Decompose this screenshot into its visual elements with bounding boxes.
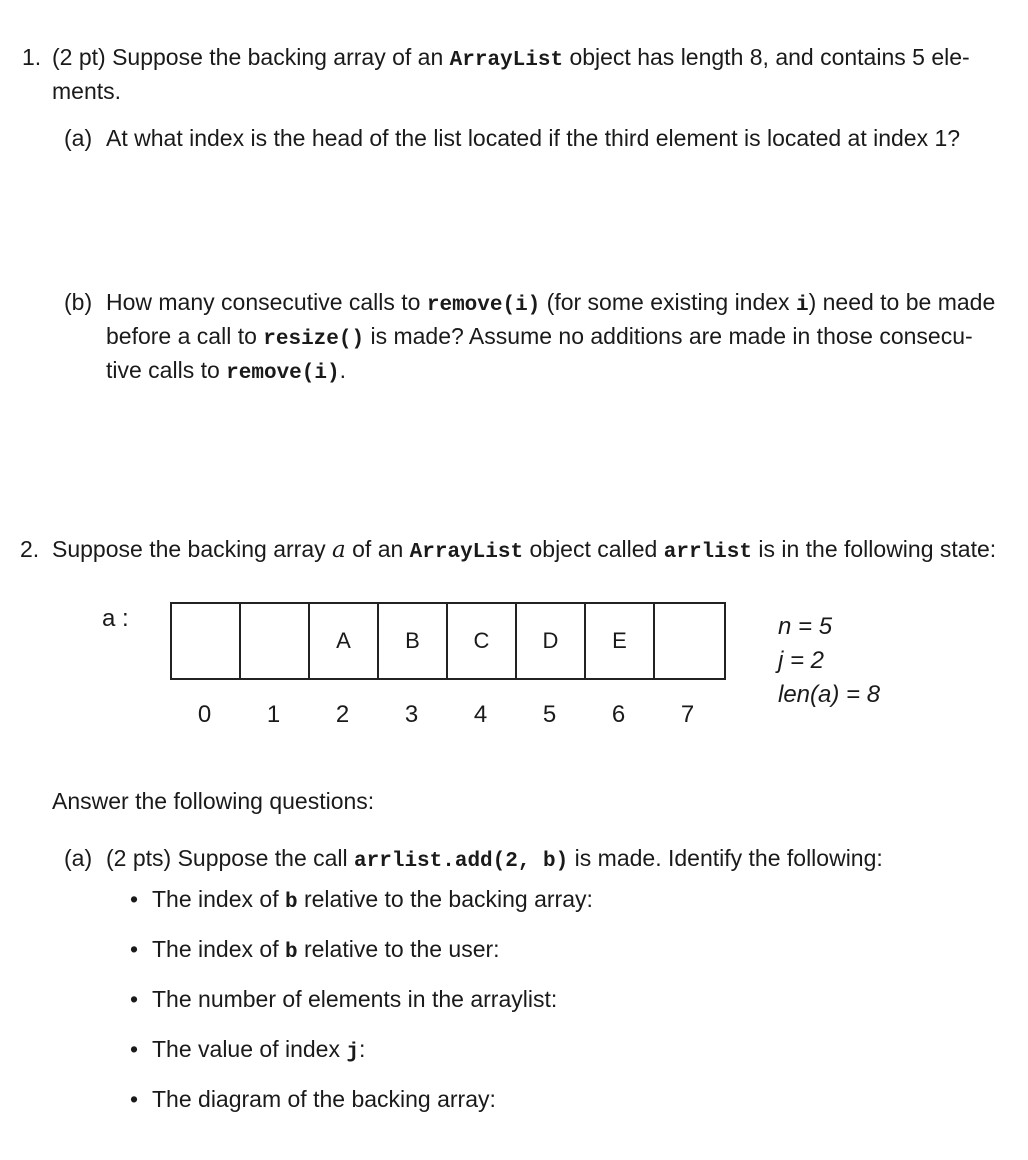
subquestion-text xyxy=(106,287,1004,389)
question-2a xyxy=(64,843,1004,877)
subquestion-text xyxy=(106,843,1004,877)
text: (2 pt) Suppose the backing array of an xyxy=(52,44,450,70)
text: (for some existing index xyxy=(540,289,796,315)
backing-array xyxy=(170,602,726,680)
code: resize() xyxy=(263,328,365,351)
code: remove(i) xyxy=(426,294,541,317)
text: The diagram of the backing array: xyxy=(152,1086,496,1112)
array-index: 7 xyxy=(680,701,695,728)
array-cell xyxy=(241,604,310,678)
array-index: 5 xyxy=(542,701,557,728)
question-number: 1. xyxy=(22,44,42,70)
var-n: n = 5 xyxy=(778,613,833,640)
var-len: len(a) = 8 xyxy=(778,681,881,708)
text: . xyxy=(339,357,346,383)
text: is made? Assume no additions are made in those consecu-tive calls to xyxy=(106,323,973,383)
code: arrlist xyxy=(663,541,752,564)
text: is made. Identify the following: xyxy=(568,845,883,871)
array-index: 3 xyxy=(404,701,419,728)
subquestion-text: At what index is the head of the list located if the third element is located at index 1? xyxy=(106,125,961,151)
array-index: 6 xyxy=(611,701,626,728)
array-cell: A xyxy=(310,604,379,678)
text: of an xyxy=(345,536,410,562)
text: relative to the backing array: xyxy=(297,886,593,912)
question-text xyxy=(52,42,1012,106)
text: (2 pts) Suppose the call xyxy=(106,845,355,871)
array-cell: E xyxy=(586,604,655,678)
code: b xyxy=(284,891,298,914)
question-2 xyxy=(20,534,1010,568)
code: arrlist.add(2, b) xyxy=(354,850,569,873)
array-label: a : xyxy=(102,605,129,632)
text: The index of xyxy=(152,886,285,912)
question-1 xyxy=(22,42,1012,106)
list-item xyxy=(130,1084,593,1134)
text: ) need to be made before a call to xyxy=(106,289,996,349)
text: relative to the user: xyxy=(297,936,500,962)
array-cell: C xyxy=(448,604,517,678)
array-cell: D xyxy=(517,604,586,678)
text: The number of elements in the arraylist: xyxy=(152,986,558,1012)
text: Suppose the backing array xyxy=(52,536,333,562)
array-cell xyxy=(655,604,724,678)
question-number: 2. xyxy=(20,536,40,562)
array-index: 2 xyxy=(335,701,350,728)
code: ArrayList xyxy=(449,49,564,72)
list-item xyxy=(130,884,593,934)
bullet-list xyxy=(130,884,593,1134)
text: The value of index xyxy=(152,1036,347,1062)
text: The index of xyxy=(152,936,285,962)
list-item xyxy=(130,1034,593,1084)
array-state-variables xyxy=(778,610,880,712)
array-cell: B xyxy=(379,604,448,678)
text: : xyxy=(358,1036,366,1062)
code: remove(i) xyxy=(226,362,340,385)
array-index: 0 xyxy=(197,701,212,728)
text: object has length 8, and contains 5 ele-ments. xyxy=(52,44,970,104)
subquestion-label: (b) xyxy=(64,289,93,315)
code: i xyxy=(795,294,809,317)
array-indices xyxy=(170,700,722,730)
array-index: 1 xyxy=(266,701,281,728)
code: j xyxy=(346,1041,359,1064)
question-text xyxy=(52,534,1010,568)
subquestion-label: (a) xyxy=(64,845,93,871)
array-cell xyxy=(172,604,241,678)
code: ArrayList xyxy=(409,541,524,564)
text: How many consecutive calls to xyxy=(106,289,427,315)
question-1a xyxy=(64,123,1004,153)
list-item xyxy=(130,984,593,1034)
variable: a xyxy=(332,537,346,563)
text: is in the following state: xyxy=(751,536,997,562)
array-index: 4 xyxy=(473,701,488,728)
code: b xyxy=(284,941,298,964)
answer-prompt: Answer the following questions: xyxy=(52,788,375,814)
question-1b xyxy=(64,287,1004,389)
text: object called xyxy=(523,536,664,562)
var-j: j = 2 xyxy=(778,647,825,674)
subquestion-label: (a) xyxy=(64,125,93,151)
list-item xyxy=(130,934,593,984)
